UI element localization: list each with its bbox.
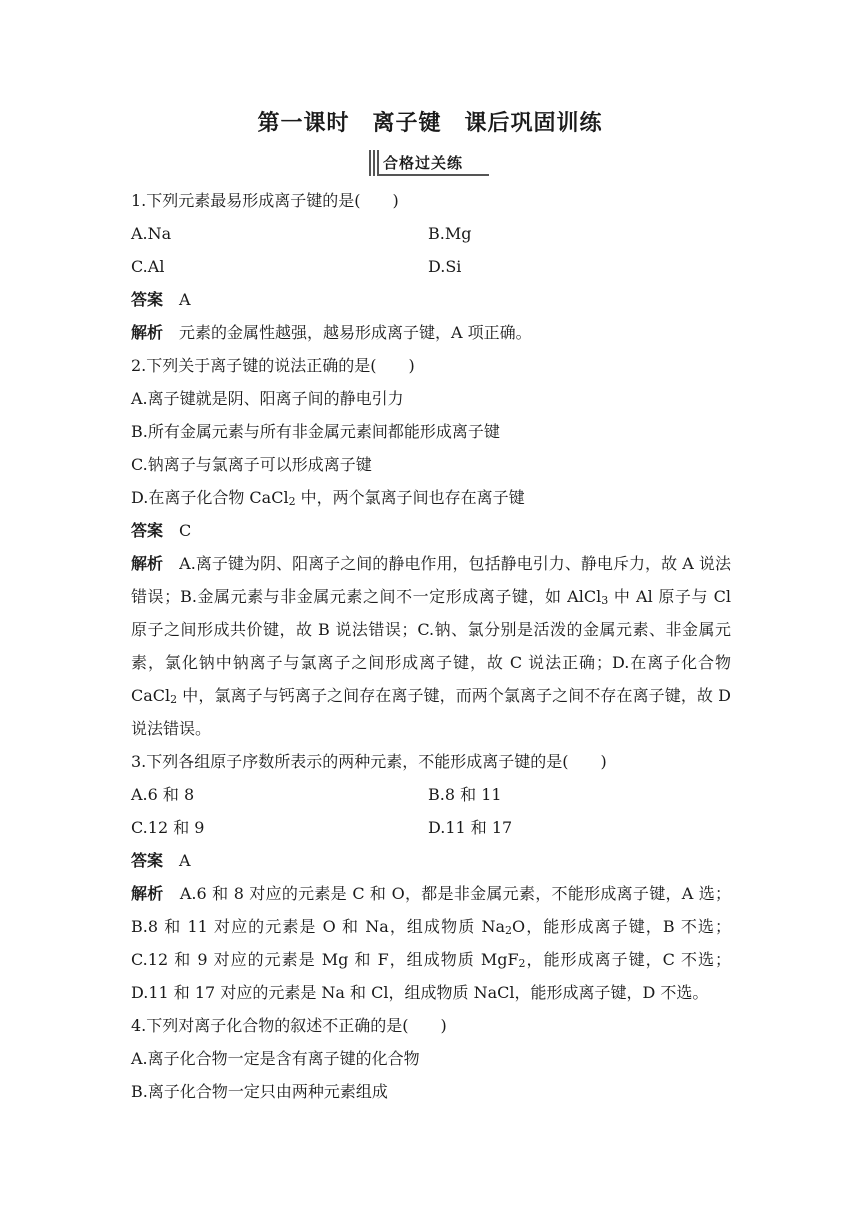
- page-title: 第一课时 离子键 课后巩固训练: [257, 111, 603, 136]
- q3-options-row-2: [131, 811, 731, 844]
- q1-stem: 1.下列元素最易形成离子键的是( ): [131, 191, 399, 210]
- q3-options-row-1: [131, 778, 731, 811]
- q2-option-d-text-1: D.在离子化合物 CaCl: [131, 488, 289, 507]
- q3-analysis-text-3: ，能形成离子键，C 不选；D.11 和 17 对应的元素是 Na 和 Cl，组成物质 NaCl，能形成离子键，D 不选。: [131, 950, 731, 1002]
- q3-option-d: D.11 和 17: [428, 818, 513, 837]
- analysis-label: 解析: [131, 554, 164, 573]
- answer-label: 答案: [131, 290, 164, 309]
- q3-analysis-subscript-1: 2: [505, 924, 512, 937]
- q3-answer: [131, 844, 731, 877]
- q2-option-b: B.所有金属元素与所有非金属元素间都能形成离子键: [131, 422, 500, 441]
- q3-option-c: C.12 和 9: [131, 818, 205, 837]
- q4-stem: 4.下列对离子化合物的叙述不正确的是( ): [131, 1016, 447, 1035]
- q1-option-b: B.Mg: [428, 224, 472, 243]
- q2-analysis-subscript-2: 2: [170, 693, 178, 706]
- q2-stem: 2.下列关于离子键的说法正确的是( ): [131, 356, 415, 375]
- q1-answer: [131, 283, 731, 316]
- q2-option-d-subscript: 2: [288, 495, 296, 508]
- analysis-label: 解析: [131, 884, 164, 903]
- q3-option-a: A.6 和 8: [131, 785, 195, 804]
- q1-answer-value: A: [179, 290, 191, 309]
- q1-analysis-text: 元素的金属性越强，越易形成离子键，A 项正确。: [179, 323, 532, 342]
- q3-stem: 3.下列各组原子序数所表示的两种元素，不能形成离子键的是( ): [131, 752, 607, 771]
- q2-option-d-text-2: 中，两个氯离子间也存在离子键: [295, 488, 525, 507]
- q1-options-row-1: [131, 217, 731, 250]
- q3-analysis-subscript-2: 2: [518, 957, 526, 970]
- answer-label: 答案: [131, 851, 164, 870]
- section-heading: [369, 150, 489, 176]
- q2-analysis-text-1: A.离子键为阴、阳离子之间的静电作用，包括静电引力、静电斥力，故 A 说法错误；B.金属元素与非金属元素之间不一定形成离子键，如 AlCl: [131, 554, 731, 606]
- q2-analysis: [131, 547, 731, 745]
- section-underline: [379, 174, 489, 176]
- q1-analysis: [131, 316, 731, 349]
- answer-label: 答案: [131, 521, 164, 540]
- q2-analysis-subscript-1: 3: [601, 594, 609, 607]
- q1-options-row-2: [131, 250, 731, 283]
- analysis-label: 解析: [131, 323, 164, 342]
- q4-option-a: A.离子化合物一定是含有离子键的化合物: [131, 1049, 420, 1068]
- q3-analysis-text-1: A.6 和 8 对应的元素是 C 和 O，都是非金属元素，不能形成离子键，A 选；B.8 和 11 对应的元素是 O 和 Na，组成物质 Na: [131, 884, 731, 936]
- q3-answer-value: A: [179, 851, 191, 870]
- q2-answer-value: C: [179, 521, 192, 540]
- q2-option-d: [131, 481, 731, 514]
- section-bars-decoration: [369, 150, 379, 176]
- q1-option-c: C.Al: [131, 257, 165, 276]
- q1-option-d: D.Si: [428, 257, 462, 276]
- section-label: 合格过关练: [383, 154, 464, 172]
- q2-answer: [131, 514, 731, 547]
- q1-option-a: A.Na: [131, 224, 172, 243]
- q3-analysis-text-2: O，能形成离子键，B 不选；C.12 和 9 对应的元素是 Mg 和 F，组成物质 MgF: [131, 917, 731, 969]
- q2-analysis-text-2: 中 Al 原子与 Cl 原子之间形成共价键，故 B 说法错误；C.钠、氯分别是活泼的金属元素、非金属元素，氯化钠中钠离子与氯离子之间形成离子键，故 C 说法正确；D.在离子化合物 CaCl: [131, 587, 731, 705]
- q3-option-b: B.8 和 11: [428, 785, 502, 804]
- q3-analysis: [131, 877, 731, 1009]
- q2-option-c: C.钠离子与氯离子可以形成离子键: [131, 455, 372, 474]
- q2-option-a: A.离子键就是阴、阳离子间的静电引力: [131, 389, 404, 408]
- q4-option-b: B.离子化合物一定只由两种元素组成: [131, 1082, 388, 1101]
- q2-analysis-text-3: 中，氯离子与钙离子之间存在离子键，而两个氯离子之间不存在离子键，故 D 说法错误。: [131, 686, 731, 738]
- question-list: [131, 184, 731, 1108]
